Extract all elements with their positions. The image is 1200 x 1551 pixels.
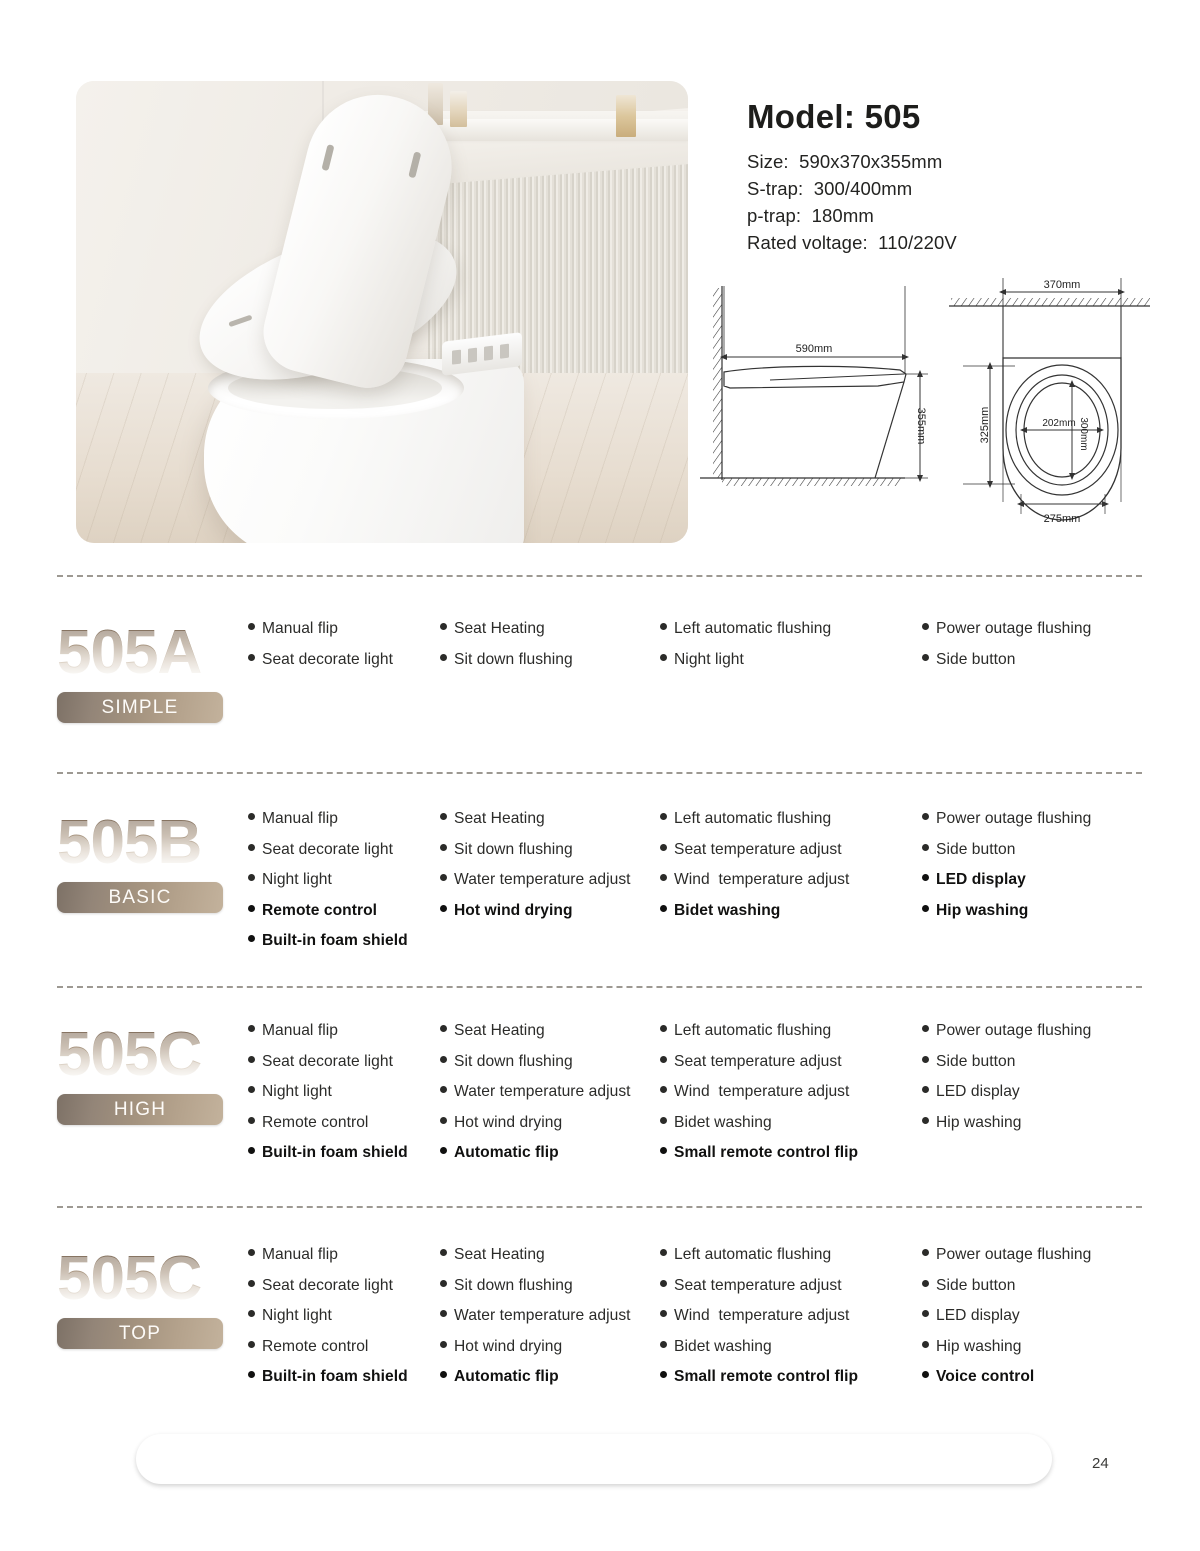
bullet-icon	[248, 874, 255, 881]
feature-item	[440, 651, 660, 682]
feature-item	[248, 1114, 444, 1145]
feature-item	[660, 1277, 922, 1308]
feature-label: Night light	[262, 1307, 332, 1325]
bullet-icon	[440, 905, 447, 912]
feature-label: Manual flip	[262, 1022, 338, 1039]
bullet-icon	[660, 844, 667, 851]
top-base-label: 275mm	[1043, 513, 1081, 525]
feature-label: Seat decorate light	[262, 1052, 393, 1070]
bullet-icon	[922, 813, 929, 820]
feature-item	[922, 841, 1152, 872]
feature-label: Sit down flushing	[454, 650, 573, 668]
feature-label: Seat temperature adjust	[674, 840, 842, 858]
feature-item	[248, 1246, 444, 1277]
photo-bottle-2	[450, 91, 467, 127]
tier-505a-heading	[57, 620, 237, 723]
feature-item	[440, 1022, 660, 1053]
feature-item	[440, 1277, 660, 1308]
bullet-icon	[440, 874, 447, 881]
bullet-icon	[248, 1280, 255, 1287]
banner-trap-from: S-TRAP	[692, 1447, 772, 1470]
feature-item	[660, 871, 922, 902]
feature-label: Seat decorate light	[262, 1276, 393, 1294]
bullet-icon	[660, 813, 667, 820]
feature-label: Automatic flip	[454, 1144, 559, 1162]
feature-item	[660, 1338, 922, 1369]
bullet-icon	[922, 1025, 929, 1032]
feature-column-4	[922, 810, 1152, 932]
feature-item	[922, 651, 1152, 682]
bullet-icon	[248, 1025, 255, 1032]
spec-s-trap: S-trap: 300/400mm	[747, 178, 913, 199]
feature-label: Seat Heating	[454, 620, 545, 637]
feature-item	[440, 1114, 660, 1145]
dimension-drawings-svg	[700, 262, 1150, 530]
banner-oem-label: OEM / ODM	[239, 1447, 358, 1470]
feature-label: Small remote control flip	[674, 1144, 859, 1162]
bullet-icon	[440, 654, 447, 661]
bullet-icon	[248, 1086, 255, 1093]
feature-item	[922, 1368, 1152, 1399]
feature-label: Side button	[936, 840, 1016, 858]
page-number: 24	[1092, 1455, 1109, 1472]
feature-label: Power outage flushing	[936, 620, 1092, 637]
bullet-icon	[660, 1341, 667, 1348]
feature-item	[248, 1307, 444, 1338]
feature-label: Hip washing	[936, 901, 1029, 919]
feature-item	[248, 1338, 444, 1369]
bullet-icon	[248, 1371, 255, 1378]
banner-voltage-arrow-icon: →	[484, 1447, 507, 1470]
feature-item	[660, 810, 922, 841]
feature-label: Left automatic flushing	[674, 620, 832, 637]
feature-item	[440, 1083, 660, 1114]
bullet-icon	[660, 1117, 667, 1124]
bullet-icon	[248, 813, 255, 820]
feature-label: Manual flip	[262, 620, 338, 637]
tier-505b-number: 505B	[57, 810, 237, 876]
banner-trap-arrow-icon: →	[778, 1447, 801, 1470]
bullet-icon	[660, 1086, 667, 1093]
feature-item	[440, 841, 660, 872]
spec-size: Size: 590x370x355mm	[747, 151, 943, 172]
bullet-icon	[660, 874, 667, 881]
spec-list	[747, 148, 957, 256]
bullet-icon	[440, 1249, 447, 1256]
feature-item	[660, 620, 922, 651]
bullet-icon	[440, 1056, 447, 1063]
bullet-icon	[248, 654, 255, 661]
photo-panel-key-4	[500, 344, 509, 359]
top-inner-width-label: 202mm	[1042, 418, 1076, 429]
banner-voltage-to: 110V~	[513, 1447, 575, 1470]
divider-1	[57, 575, 1142, 577]
bullet-icon	[660, 623, 667, 630]
feature-column-1	[248, 1246, 444, 1399]
bullet-icon	[922, 654, 929, 661]
feature-column-3	[660, 620, 922, 681]
feature-label: Hip washing	[936, 1337, 1022, 1355]
feature-item	[440, 1307, 660, 1338]
bullet-icon	[248, 905, 255, 912]
feature-label: Hot wind drying	[454, 901, 573, 919]
bullet-icon	[248, 1147, 255, 1154]
tier-505c-high-heading	[57, 1022, 237, 1125]
feature-item	[922, 1307, 1152, 1338]
bullet-icon	[440, 1310, 447, 1317]
tier-505c-top-heading	[57, 1246, 237, 1349]
feature-label: Remote control	[262, 901, 378, 919]
feature-label: LED display	[936, 871, 1026, 889]
feature-item	[248, 1083, 444, 1114]
feature-label: Built-in foam shield	[262, 1144, 408, 1162]
bullet-icon	[248, 1249, 255, 1256]
bullet-icon	[660, 654, 667, 661]
bullet-icon	[922, 1371, 929, 1378]
bullet-icon	[248, 844, 255, 851]
bullet-icon	[922, 1249, 929, 1256]
banner-trap-to: P-TRAP	[807, 1447, 887, 1470]
feature-item	[660, 1368, 922, 1399]
feature-item	[440, 902, 660, 933]
feature-item	[922, 1083, 1152, 1114]
bullet-icon	[248, 935, 255, 942]
feature-label: Seat temperature adjust	[674, 1052, 842, 1070]
feature-item	[248, 1053, 444, 1084]
feature-label: Left automatic flushing	[674, 810, 832, 827]
feature-label: Built-in foam shield	[262, 1368, 408, 1386]
feature-item	[660, 1246, 922, 1277]
feature-item	[660, 902, 922, 933]
spec-p-trap: p-trap: 180mm	[747, 205, 874, 226]
feature-item	[922, 1277, 1152, 1308]
feature-item	[248, 841, 444, 872]
feature-item	[922, 1022, 1152, 1053]
side-height-label: 355mm	[915, 407, 927, 445]
bullet-icon	[440, 623, 447, 630]
top-view-drawing	[949, 278, 1150, 525]
feature-label: Seat decorate light	[262, 840, 393, 858]
bullet-icon	[660, 905, 667, 912]
bullet-icon	[248, 1310, 255, 1317]
photo-lid-hinge-1	[321, 144, 334, 171]
bullet-icon	[440, 1371, 447, 1378]
feature-label: Sit down flushing	[454, 1052, 573, 1070]
feature-item	[248, 871, 444, 902]
photo-panel-key-2	[468, 348, 477, 363]
tier-505a-badge: SIMPLE	[57, 692, 223, 723]
bullet-icon	[440, 1147, 447, 1154]
photo-panel-key-1	[452, 350, 461, 365]
bullet-icon	[660, 1056, 667, 1063]
feature-item	[248, 810, 444, 841]
feature-item	[660, 651, 922, 682]
feature-item	[440, 1368, 660, 1399]
bullet-icon	[440, 1280, 447, 1287]
feature-label: Hot wind drying	[454, 1113, 563, 1131]
feature-label: Automatic flip	[454, 1368, 559, 1386]
bullet-icon	[922, 844, 929, 851]
feature-column-1	[248, 810, 444, 963]
bullet-icon	[660, 1147, 667, 1154]
feature-column-4	[922, 620, 1152, 681]
feature-label: LED display	[936, 1083, 1020, 1101]
feature-label: Left automatic flushing	[674, 1022, 832, 1039]
top-width-label: 370mm	[1043, 279, 1081, 291]
feature-label: Power outage flushing	[936, 810, 1092, 827]
feature-label: LED display	[936, 1307, 1020, 1325]
bullet-icon	[248, 1341, 255, 1348]
divider-4	[57, 1206, 1142, 1208]
banner-trap-price: +$12	[897, 1446, 949, 1471]
banner-separator-2: |	[661, 1448, 667, 1469]
divider-3	[57, 986, 1142, 988]
feature-item	[440, 1246, 660, 1277]
feature-label: Small remote control flip	[674, 1368, 859, 1386]
photo-seat-slot-1	[228, 315, 252, 328]
feature-label: Wind temperature adjust	[674, 871, 850, 889]
feature-item	[248, 902, 444, 933]
feature-label: Hip washing	[936, 1113, 1022, 1131]
feature-item	[922, 810, 1152, 841]
feature-item	[660, 1083, 922, 1114]
feature-item	[922, 871, 1152, 902]
feature-item	[440, 1338, 660, 1369]
bullet-icon	[440, 1341, 447, 1348]
feature-column-1	[248, 620, 444, 681]
top-depth-label: 325mm	[979, 406, 991, 444]
feature-label: Power outage flushing	[936, 1246, 1092, 1263]
bullet-icon	[440, 813, 447, 820]
feature-item	[922, 620, 1152, 651]
bullet-icon	[922, 1341, 929, 1348]
bullet-icon	[922, 1280, 929, 1287]
feature-item	[440, 810, 660, 841]
feature-label: Wind temperature adjust	[674, 1083, 850, 1101]
product-photo	[76, 81, 688, 543]
bullet-icon	[248, 1117, 255, 1124]
feature-label: Power outage flushing	[936, 1022, 1092, 1039]
page-title: Model: 505	[747, 98, 921, 135]
feature-item	[660, 1022, 922, 1053]
photo-bottle-3	[616, 95, 636, 137]
feature-label: Night light	[262, 871, 332, 889]
feature-column-3	[660, 1246, 922, 1399]
feature-label: Hot wind drying	[454, 1337, 563, 1355]
feature-item	[922, 1114, 1152, 1145]
feature-item	[248, 1277, 444, 1308]
feature-column-4	[922, 1022, 1152, 1144]
feature-label: Seat decorate light	[262, 650, 393, 668]
bullet-icon	[440, 1117, 447, 1124]
feature-label: Remote control	[262, 1337, 369, 1355]
feature-label: Water temperature adjust	[454, 871, 631, 889]
feature-label: Seat Heating	[454, 1246, 545, 1263]
feature-label: Bidet washing	[674, 1337, 772, 1355]
bullet-icon	[922, 874, 929, 881]
feature-label: Side button	[936, 1276, 1016, 1294]
feature-item	[922, 1053, 1152, 1084]
bullet-icon	[660, 1025, 667, 1032]
feature-item	[660, 1307, 922, 1338]
feature-item	[660, 841, 922, 872]
feature-column-3	[660, 1022, 922, 1175]
bullet-icon	[440, 1025, 447, 1032]
feature-label: Voice control	[936, 1368, 1035, 1386]
bullet-icon	[660, 1371, 667, 1378]
feature-label: Bidet washing	[674, 901, 781, 919]
bullet-icon	[248, 1056, 255, 1063]
feature-item	[922, 1246, 1152, 1277]
bullet-icon	[660, 1310, 667, 1317]
tier-505c-high-badge: HIGH	[57, 1094, 223, 1125]
feature-item	[248, 1022, 444, 1053]
top-inner-depth-label: 300mm	[1078, 417, 1089, 451]
feature-item	[248, 651, 444, 682]
feature-column-3	[660, 810, 922, 932]
side-elevation-drawing	[700, 286, 928, 486]
bullet-icon	[660, 1280, 667, 1287]
bullet-icon	[248, 623, 255, 630]
bullet-icon	[922, 1310, 929, 1317]
feature-label: Seat temperature adjust	[674, 1276, 842, 1294]
feature-label: Left automatic flushing	[674, 1246, 832, 1263]
feature-column-2	[440, 1246, 660, 1399]
feature-column-2	[440, 810, 660, 932]
feature-column-1	[248, 1022, 444, 1175]
feature-label: Manual flip	[262, 1246, 338, 1263]
banner-separator-1: |	[383, 1448, 389, 1469]
technical-drawings	[700, 262, 1150, 530]
bullet-icon	[922, 905, 929, 912]
tier-505c-top-number: 505C	[57, 1246, 237, 1312]
bullet-icon	[440, 1086, 447, 1093]
tier-505b-badge: BASIC	[57, 882, 223, 913]
feature-item	[440, 871, 660, 902]
feature-label: Night light	[674, 650, 744, 668]
feature-label: Sit down flushing	[454, 1276, 573, 1294]
banner-voltage-from: 220V~	[414, 1447, 478, 1470]
side-width-label: 590mm	[795, 343, 833, 355]
feature-item	[922, 902, 1152, 933]
feature-label: Remote control	[262, 1113, 369, 1131]
feature-label: Night light	[262, 1083, 332, 1101]
feature-label: Water temperature adjust	[454, 1307, 631, 1325]
feature-column-4	[922, 1246, 1152, 1399]
feature-item	[440, 620, 660, 651]
photo-panel-key-3	[484, 346, 493, 361]
bullet-icon	[922, 623, 929, 630]
feature-item	[440, 1053, 660, 1084]
bullet-icon	[660, 1249, 667, 1256]
feature-label: Side button	[936, 650, 1016, 668]
feature-item	[248, 1144, 444, 1175]
tier-505c-high-number: 505C	[57, 1022, 237, 1088]
feature-label: Seat Heating	[454, 1022, 545, 1039]
feature-item	[660, 1144, 922, 1175]
banner-voltage-price: +$10	[583, 1446, 636, 1471]
feature-label: Bidet washing	[674, 1113, 772, 1131]
tier-505c-top-badge: TOP	[57, 1318, 223, 1349]
divider-2	[57, 772, 1142, 774]
bullet-icon	[922, 1086, 929, 1093]
feature-label: Built-in foam shield	[262, 932, 408, 950]
feature-item	[248, 932, 444, 963]
feature-label: Water temperature adjust	[454, 1083, 631, 1101]
bullet-icon	[922, 1117, 929, 1124]
feature-label: Seat Heating	[454, 810, 545, 827]
feature-item	[440, 1144, 660, 1175]
feature-item	[660, 1053, 922, 1084]
feature-item	[248, 620, 444, 651]
bullet-icon	[440, 844, 447, 851]
oem-odm-banner	[136, 1434, 1052, 1484]
tier-505b-heading	[57, 810, 237, 913]
bullet-icon	[922, 1056, 929, 1063]
feature-label: Side button	[936, 1052, 1016, 1070]
spec-voltage: Rated voltage: 110/220V	[747, 232, 957, 253]
feature-item	[922, 1338, 1152, 1369]
feature-label: Manual flip	[262, 810, 338, 827]
feature-label: Wind temperature adjust	[674, 1307, 850, 1325]
feature-label: Sit down flushing	[454, 840, 573, 858]
tier-505a-number: 505A	[57, 620, 237, 686]
feature-item	[248, 1368, 444, 1399]
product-header-section	[0, 0, 1200, 560]
feature-column-2	[440, 620, 660, 681]
feature-item	[660, 1114, 922, 1145]
feature-column-2	[440, 1022, 660, 1175]
photo-lid-hinge-2	[408, 151, 421, 178]
